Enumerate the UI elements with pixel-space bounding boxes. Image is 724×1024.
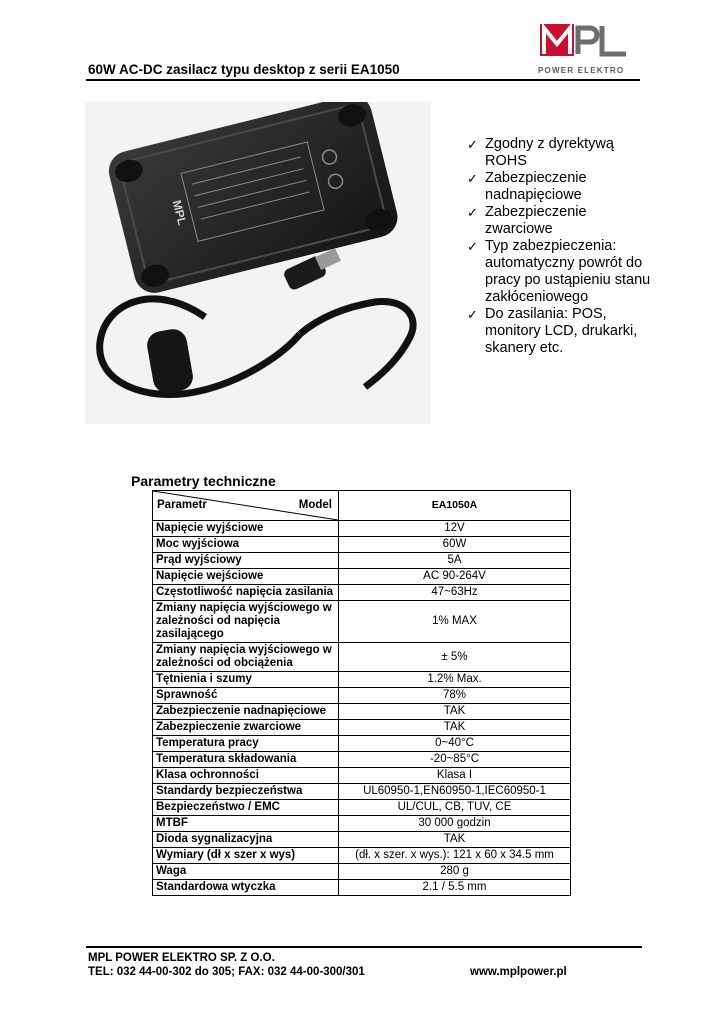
spec-param: Zabezpieczenie nadnapięciowe: [153, 704, 339, 720]
table-row: [153, 537, 571, 553]
spec-param: Bezpieczeństwo / EMC: [153, 800, 339, 816]
spec-value: UL60950-1,EN60950-1,IEC60950-1: [339, 784, 571, 800]
table-row: [153, 816, 571, 832]
ferrite-bead: [145, 327, 195, 395]
spec-value: 12V: [339, 521, 571, 537]
check-icon: ✓: [467, 137, 478, 152]
spec-param: Napięcie wejściowe: [153, 569, 339, 585]
logo-subtitle: POWER ELEKTRO: [538, 66, 625, 75]
table-row: [153, 521, 571, 537]
check-icon: ✓: [467, 171, 478, 186]
spec-value: Klasa I: [339, 768, 571, 784]
table-row: [153, 553, 571, 569]
specs-table: [152, 490, 571, 896]
header-model-label: Model: [298, 499, 332, 511]
spec-param: Zmiany napięcia wyjściowego w zależności od obciążenia: [153, 643, 339, 672]
spec-value: UL/CUL, CB, TUV, CE: [339, 800, 571, 816]
table-row: [153, 569, 571, 585]
spec-param: Temperatura pracy: [153, 736, 339, 752]
feature-item: [467, 306, 652, 357]
feature-text: Zabezpieczenie zwarciowe: [485, 204, 587, 237]
spec-param: Moc wyjściowa: [153, 537, 339, 553]
spec-value: 30 000 godzin: [339, 816, 571, 832]
table-row: [153, 864, 571, 880]
feature-text: Do zasilania: POS, monitory LCD, drukarki, skanery etc.: [485, 306, 638, 356]
logo-l-mark: [602, 26, 626, 54]
check-icon: ✓: [467, 307, 478, 322]
spec-param: Prąd wyjściowy: [153, 553, 339, 569]
table-row: [153, 736, 571, 752]
spec-value: 2.1 / 5.5 mm: [339, 880, 571, 896]
cable: [100, 299, 300, 395]
table-row: [153, 832, 571, 848]
spec-value: ± 5%: [339, 643, 571, 672]
spec-value: TAK: [339, 704, 571, 720]
spec-value: 0~40°C: [339, 736, 571, 752]
spec-value: (dł. x szer. x wys.): 121 x 60 x 34.5 mm: [339, 848, 571, 864]
feature-list: [467, 136, 652, 357]
spec-param: Tętnienia i szumy: [153, 672, 339, 688]
spec-param: Zabezpieczenie zwarciowe: [153, 720, 339, 736]
table-row: [153, 688, 571, 704]
table-row: [153, 585, 571, 601]
cable: [300, 301, 413, 387]
footer-divider: [86, 946, 642, 948]
header-param-model-cell: [153, 491, 339, 521]
spec-param: Dioda sygnalizacyjna: [153, 832, 339, 848]
adapter-body: [105, 102, 402, 297]
table-row: [153, 720, 571, 736]
table-row: [153, 601, 571, 643]
title-divider: [86, 79, 640, 81]
header-param-label: Parametr: [157, 499, 207, 511]
table-row: [153, 784, 571, 800]
spec-param: MTBF: [153, 816, 339, 832]
spec-param: Napięcie wyjściowe: [153, 521, 339, 537]
spec-param: Wymiary (dł x szer x wys): [153, 848, 339, 864]
spec-param: Zmiany napięcia wyjściowego w zależności od napięcia zasilającego: [153, 601, 339, 643]
table-row: [153, 848, 571, 864]
photo-brand-label: MPL: [169, 198, 190, 227]
spec-param: Standardowa wtyczka: [153, 880, 339, 896]
feature-text: Typ zabezpieczenia: automatyczny powrót do pracy po ustąpieniu stanu zakłóceniowego: [485, 238, 651, 305]
feature-item: [467, 170, 652, 204]
table-row: [153, 672, 571, 688]
table-row: [153, 800, 571, 816]
spec-value: 1.2% Max.: [339, 672, 571, 688]
spec-value: 1% MAX: [339, 601, 571, 643]
spec-param: Częstotliwość napięcia zasilania: [153, 585, 339, 601]
table-row: [153, 880, 571, 896]
spec-value: -20~85°C: [339, 752, 571, 768]
spec-value: TAK: [339, 720, 571, 736]
product-photo: [85, 102, 431, 424]
feature-item: [467, 136, 652, 170]
spec-param: Waga: [153, 864, 339, 880]
feature-item: [467, 238, 652, 306]
spec-value: 60W: [339, 537, 571, 553]
table-row: [153, 768, 571, 784]
spec-param: Klasa ochronności: [153, 768, 339, 784]
check-icon: ✓: [467, 239, 478, 254]
check-icon: ✓: [467, 205, 478, 220]
feature-text: Zgodny z dyrektywą ROHS: [485, 136, 614, 169]
document-title: 60W AC-DC zasilacz typu desktop z serii EA1050: [88, 62, 400, 77]
table-row: [153, 643, 571, 672]
spec-value: 5A: [339, 553, 571, 569]
logo-p-mark: [578, 28, 597, 54]
table-row: [153, 752, 571, 768]
feature-item: [467, 204, 652, 238]
spec-param: Sprawność: [153, 688, 339, 704]
spec-param: Standardy bezpieczeństwa: [153, 784, 339, 800]
spec-value: 280 g: [339, 864, 571, 880]
specs-header-row: [153, 491, 571, 521]
spec-value: AC 90-264V: [339, 569, 571, 585]
specs-section-title: Parametry techniczne: [131, 473, 276, 489]
header-model-value: EA1050A: [339, 491, 571, 521]
spec-param: Temperatura składowania: [153, 752, 339, 768]
spec-value: TAK: [339, 832, 571, 848]
footer-contact: TEL: 032 44-00-302 do 305; FAX: 032 44-00-300/301: [88, 966, 365, 978]
table-row: [153, 704, 571, 720]
footer-website[interactable]: www.mplpower.pl: [470, 966, 567, 978]
spec-value: 78%: [339, 688, 571, 704]
feature-text: Zabezpieczenie nadnapięciowe: [485, 170, 587, 203]
spec-value: 47~63Hz: [339, 585, 571, 601]
footer-company: MPL POWER ELEKTRO SP. Z O.O.: [88, 952, 275, 964]
